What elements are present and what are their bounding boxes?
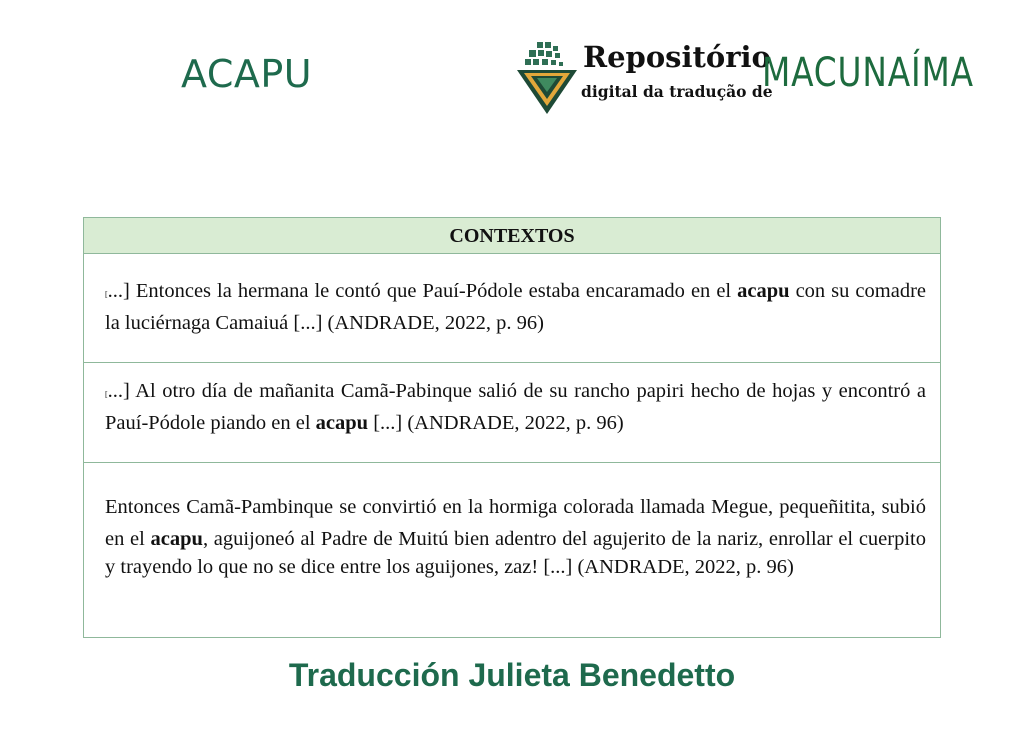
context-text-before: Entonces Camã-Pambinque se convirtió en la hormiga colorada llamada Megue, pequeñitita, subió en el — [105, 496, 926, 550]
translator-credit: Traducción Julieta Benedetto — [288, 657, 736, 693]
term-title: ACAPU — [181, 52, 313, 96]
context-row — [84, 463, 940, 637]
logo-title: Repositório — [583, 40, 771, 74]
context-keyword: acapu — [150, 528, 203, 550]
context-text-before: ...] Entonces la hermana le contó que Pauí-Pódole estaba encaramado en el — [107, 280, 738, 302]
context-prefix: [ — [105, 390, 108, 399]
context-row — [84, 363, 940, 463]
context-prefix: [ — [105, 290, 108, 299]
contexts-header: CONTEXTOS — [84, 218, 940, 254]
context-text-after: , aguijoneó al Padre de Muitú bien adentro del agujerito de la nariz, enrollar el cuerpito y trayendo lo que no se dice entre los aguijones, zaz! [...] (ANDRADE, 2022, p. 96) — [105, 528, 926, 578]
context-row — [84, 254, 940, 363]
context-keyword: acapu — [315, 412, 369, 434]
context-text-after: con su comadre la luciérnaga Camaiuá [...] (ANDRADE, 2022, p. 96) — [105, 280, 926, 334]
context-text-before: ...] Al otro día de mañanita Camã-Pabinque salió de su rancho papiri hecho de hojas y encontró a Pauí-Pódole piando en el — [105, 380, 926, 434]
logo-subtitle: digital da tradução de — [581, 82, 773, 101]
logo-wordmark: MACUNAÍMA — [762, 50, 974, 96]
repository-logo — [515, 40, 974, 118]
logo-emblem-icon — [515, 40, 579, 116]
contexts-table — [83, 217, 941, 638]
context-text-after: [...] (ANDRADE, 2022, p. 96) — [368, 412, 624, 434]
context-keyword: acapu — [737, 280, 790, 302]
